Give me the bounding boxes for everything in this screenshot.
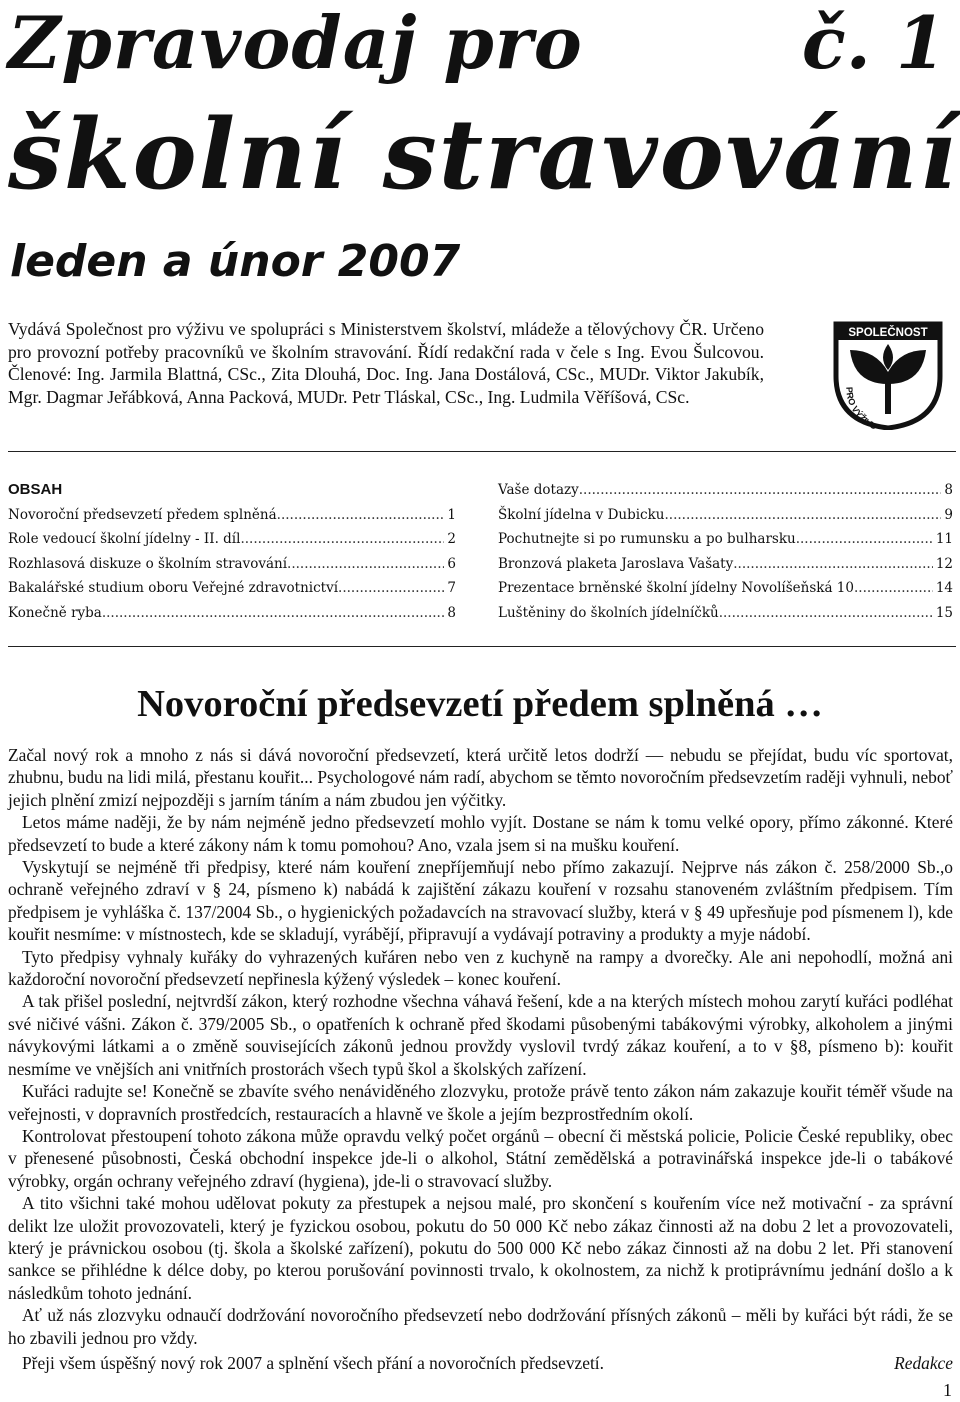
article-paragraph: Letos máme naději, že by nám nejméně jedno předsevzetí mohlo vyjít. Dostane se nám k tomu velké opory, přímo zákonné. Které předsevzetí to bude a které zákony nám k tomu pomohou? Ano, vzala jsem si na mušku kouření. xyxy=(8,812,953,855)
spolecnost-pro-vyzivu-logo-icon xyxy=(832,314,944,430)
page-number: 1 xyxy=(943,1380,952,1400)
masthead-title-line2: školní stravování xyxy=(8,98,958,211)
article-paragraph: Tyto předpisy vyhnaly kuřáky do vyhrazených kuřáren nebo ven z kuchyně na rampy a dvorečky. Ale ani nepohodlí, možná ani každoroční novoroční předsevzetí nepřinesla kýžený výsledek – konec kouření. xyxy=(8,946,953,990)
article-paragraph: A tak přišel poslední, nejtvrdší zákon, který rozhodne všechna váhavá řešení, kde a na kterých místech mohou zarytí kuřáci podléhat své ničivé vášni. Zákon č. 379/2005 Sb., o opatřeních k ochraně před škodami působenými tabákovými výrobky, alkoholem a jinými návykovými látkami a o změně souvisejících zákonů jednou provždy vyslovil tvrdý zákaz kouření, a to v §8, písmeno b): kouřit nesmíme ve vnějších ani vnitřních prostorách všech typů škol a školských zařízení. xyxy=(8,991,953,1079)
toc-entry[interactable]: Vaše dotazy ..... 8 xyxy=(498,478,953,503)
article-paragraph: Kuřáci radujte se! Konečně se zbavíte svého nenáviděného zlozvyku, protože právě tento zákon nám zakazuje kouřit téměř všude na veřejnosti, v dopravních prostředcích, restauracích a hlavně ve škole a jejím bezprostředním okolí. xyxy=(8,1081,953,1124)
toc-entry[interactable]: Novoroční předsevzetí předem splněná ..... 1 xyxy=(8,503,456,528)
article-headline: Novoroční předsevzetí předem splněná … xyxy=(137,683,823,725)
issue-number: č. 1 xyxy=(801,0,946,85)
toc-heading: OBSAH xyxy=(8,481,63,498)
table-of-contents-right xyxy=(498,478,953,625)
toc-entry[interactable]: Pochutnejte si po rumunsku a po bulharsku ..... 11 xyxy=(498,527,953,552)
signature: Redakce xyxy=(894,1353,953,1373)
article-paragraph: Ať už nás zlozvyku odnaučí dodržování novoročního předsevzetí nebo dodržování přísných zákonů – měli by kuřáci být rádi, že se ho zbavili jednou pro vždy. xyxy=(8,1305,953,1348)
toc-entry[interactable]: Prezentace brněnské školní jídelny Novolíšeňská 10 ..... 14 xyxy=(498,576,953,601)
article-paragraph: Kontrolovat přestoupení tohoto zákona může opravdu velký počet orgánů – obecní či městská policie, Policie České republiky, obec v přenesené působnosti, Česká obchodní inspekce jde-li o alkohol, Státní zemědělská a potravinářská inspekce jde-li o tabákové výrobky, orgán ochrany veřejného zdraví (hygiena), jde-li o stravovací služby. xyxy=(8,1125,953,1191)
publisher-info: Vydává Společnost pro výživu ve spolupráci s Ministerstvem školství, mládeže a tělovýchovy ČR. Určeno pro provozní potřeby pracovníků ve školním stravování. Řídí redakční rada v čele s Ing. Evou Šulcovou. Členové: Ing. Jarmila Blattná, CSc., Zita Dlouhá, Doc. Ing. Jana Dostálová, CSc., MUDr. Viktor Jakubík, Mgr. Dagmar Jeřábková, Anna Packová, MUDr. Petr Tláskal, CSc., Ing. Ludmila Věříšová, CSc. xyxy=(8,319,764,407)
article-paragraph: A tito všichni také mohou udělovat pokuty za přestupek a nejsou malé, pro skončení s kouřením více než motivační - za správní delikt lze uložit provozovateli, který je fyzickou osobou, pokutu do 50 000 Kč nebo zákaz činnosti až na dobu 2 let a provozovateli, který je právnickou osobou (tj. škola a školské zařízení), pokutu do 500 000 Kč nebo zákaz činnosti až na dobu 2 let. Při stanovení sankce se přihlédne k délce doby, po kterou porušování povinnosti trvalo, k okolnostem, za nichž k protiprávnímu jednání došlo a k následkům tohoto jednání. xyxy=(8,1193,953,1303)
article-paragraph: Začal nový rok a mnoho z nás si dává novoroční předsevzetí, která určitě letos dodrží — nebudu se přejídat, budu víc sportovat, zhubnu, budu na lidi milá, přestanu kouřit... Psychologové nám radí, abychom se těmto novoročním předsevzetím raději vyhnuli, neboť jejich plnění zmizí nejpozději s jarním táním a nám zbudou jen výčitky. xyxy=(8,745,953,810)
svg-text:SPOLEČNOST: SPOLEČNOST xyxy=(848,327,928,339)
divider-bottom xyxy=(8,646,956,647)
toc-entry[interactable]: Role vedoucí školní jídelny - II. díl ..... 2 xyxy=(8,527,456,552)
closing-line: Přeji všem úspěšný nový rok 2007 a splnění všech přání a novoročních předsevzetí. xyxy=(22,1353,604,1373)
article-body xyxy=(8,744,953,1349)
divider-top xyxy=(8,451,956,452)
table-of-contents-left xyxy=(8,478,456,625)
toc-entry[interactable]: Bronzová plaketa Jaroslava Vašaty ..... 12 xyxy=(498,552,953,577)
toc-entry[interactable]: Školní jídelna v Dubicku ..... 9 xyxy=(498,503,953,528)
toc-entry[interactable]: Bakalářské studium oboru Veřejné zdravotnictví ..... 7 xyxy=(8,576,456,601)
svg-text:PRO VÝŽIVU: PRO VÝŽIVU xyxy=(844,386,879,430)
toc-entry[interactable]: Konečně ryba ..... 8 xyxy=(8,601,456,626)
masthead-title-line1: Zpravodaj pro xyxy=(8,0,583,85)
toc-entry[interactable]: Luštěniny do školních jídelníčků ..... 15 xyxy=(498,601,953,626)
issue-date: leden a únor 2007 xyxy=(10,236,461,287)
toc-entry[interactable]: Rozhlasová diskuze o školním stravování ..... 6 xyxy=(8,552,456,577)
article-paragraph: Vyskytují se nejméně tři předpisy, které nám kouření znepříjemňují nebo přímo zakazují. Nejprve nás zákon č. 258/2000 Sb.,o ochraně veřejného zdraví v § 24, písmeno k) nabádá k zajištění zákazu kouření v rozsahu stanoveném zvláštním předpisem. Tím předpisem je vyhláška č. 137/2004 Sb., o hygienických požadavcích na stravovací služby, která v § 49 upřesňuje pod písmenem l), kde kouřit nesmíme: v místnostech, kde se skladují, vyrábějí, připravují a vydávají potraviny a produkty a myje nádobí. xyxy=(8,857,953,945)
